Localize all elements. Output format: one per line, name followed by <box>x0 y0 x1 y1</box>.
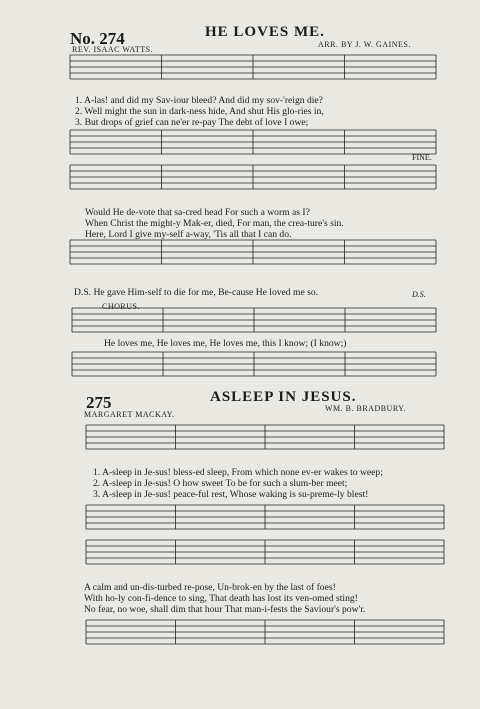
hymn-number: 275 <box>86 393 112 412</box>
verse-1-line: 1. A-las! and did my Sav-iour bleed? And did my sov-'reign die? <box>75 95 323 106</box>
ds-mark: D.S. <box>412 290 426 299</box>
hymn-title: ASLEEP IN JESUS. <box>210 389 357 405</box>
verse-lyrics-block <box>84 582 365 615</box>
verse-2-line: With ho-ly con-fi-dence to sing, That death has lost its ven-omed sting! <box>84 593 358 604</box>
verse-lyrics-block <box>93 467 383 500</box>
hymn-author: REV. ISAAC WATTS. <box>72 45 154 54</box>
hymn-arranger: ARR. BY J. W. GAINES. <box>318 40 411 49</box>
verse-lyrics-block <box>75 95 324 128</box>
hymn-composer: WM. B. BRADBURY. <box>325 404 406 413</box>
verse-1-line: Would He de-vote that sa-cred head For such a worm as I? <box>85 207 310 218</box>
verse-lyrics-block <box>85 207 344 240</box>
verse-1-line: 1. A-sleep in Je-sus! bless-ed sleep, From which none ev-er wakes to weep; <box>93 467 383 478</box>
verse-3-line: 3. But drops of grief can ne'er re-pay The debt of love I owe; <box>75 117 309 128</box>
verse-3-line: Here, Lord I give my-self a-way, 'Tis all that I can do. <box>85 229 292 240</box>
chorus-label: CHORUS. <box>102 302 140 311</box>
ds-lyric-line: D.S. He gave Him-self to die for me, Be-cause He loved me so. <box>74 287 319 298</box>
verse-2-line: 2. Well might the sun in dark-ness hide, And shut His glo-ries in, <box>75 106 324 117</box>
verse-3-line: No fear, no woe, shall dim that hour That man-i-fests the Saviour's pow'r. <box>84 604 366 615</box>
verse-1-line: A calm and un-dis-turbed re-pose, Un-brok-en by the last of foes! <box>84 582 336 593</box>
chorus-lyric-line: He loves me, He loves me, He loves me, this I know; (I know;) <box>104 338 347 349</box>
verse-3-line: 3. A-sleep in Je-sus! peace-ful rest, Whose waking is su-preme-ly blest! <box>93 489 369 500</box>
fine-mark: FINE. <box>412 153 432 162</box>
hymn-author: MARGARET MACKAY. <box>84 410 175 419</box>
hymn-title: HE LOVES ME. <box>205 24 325 40</box>
verse-2-line: 2. A-sleep in Je-sus! O how sweet To be for such a slum-ber meet; <box>93 478 348 489</box>
hymn-number: No. 274 <box>70 29 125 48</box>
verse-2-line: When Christ the might-y Mak-er, died, For man, the crea-ture's sin. <box>85 218 344 229</box>
